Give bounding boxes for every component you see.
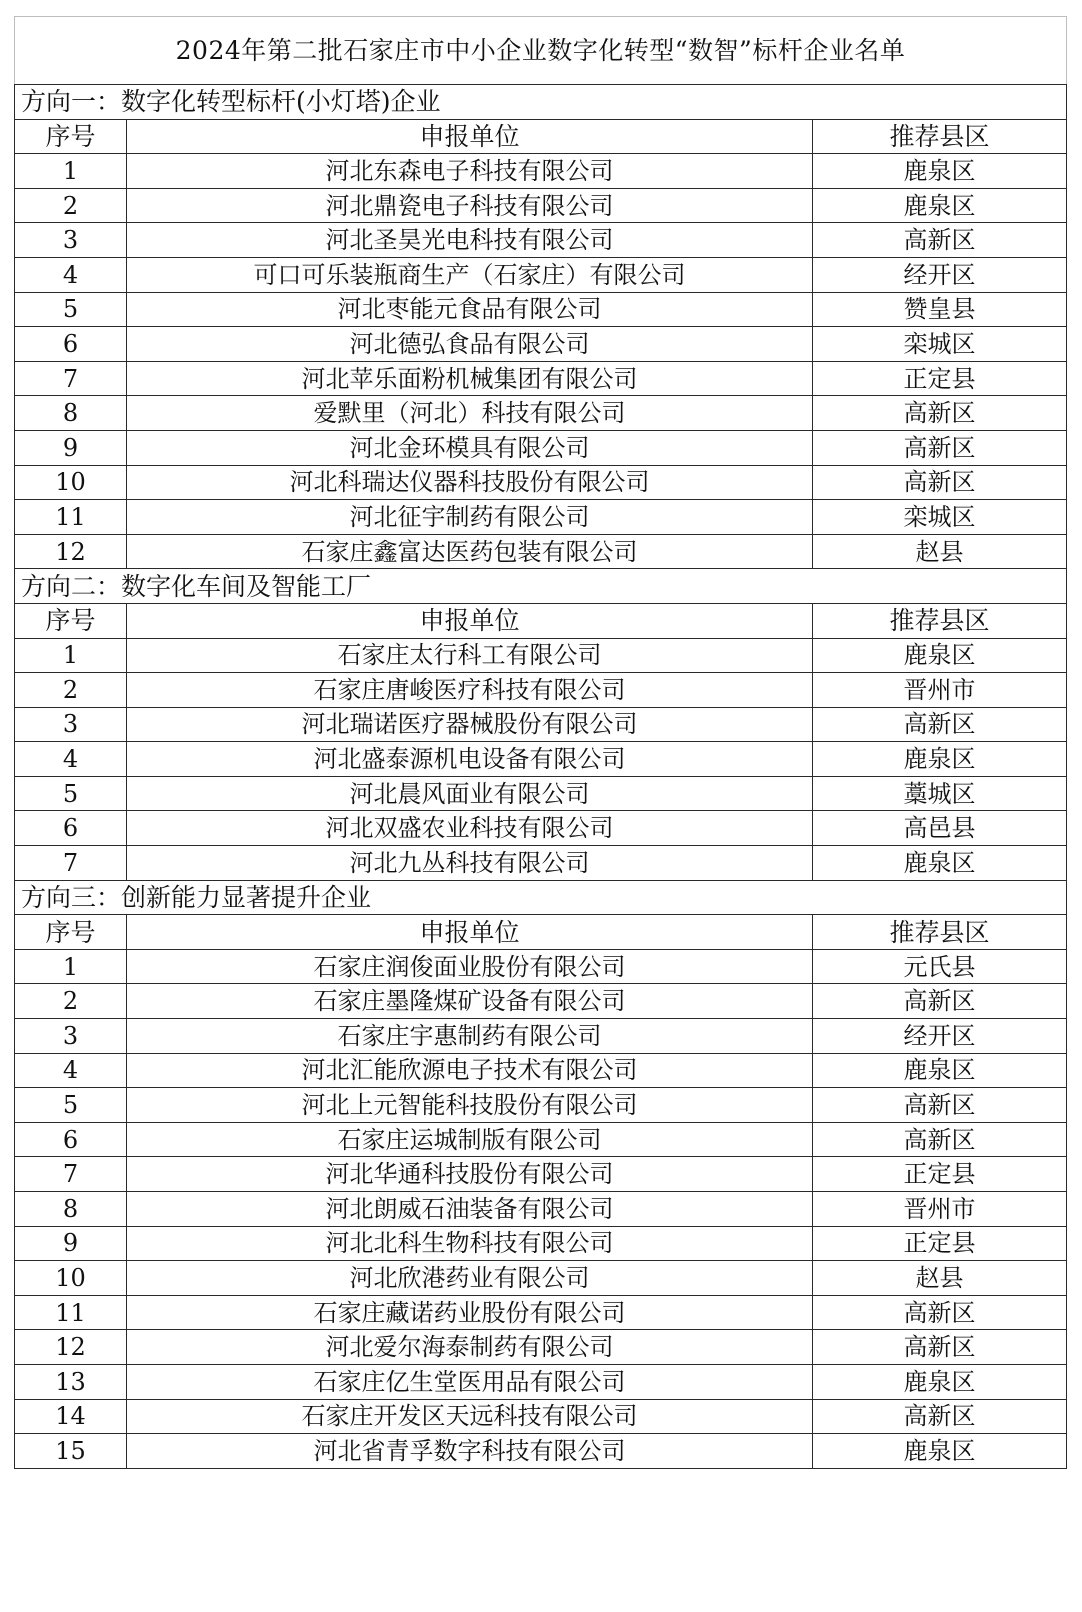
table-row [15,396,1067,431]
table-row [15,1192,1067,1227]
company-name: 河北科瑞达仪器科技股份有限公司 [127,465,813,500]
company-name: 河北北科生物科技有限公司 [127,1226,813,1261]
county-district: 高新区 [813,223,1067,258]
row-number: 7 [15,846,127,881]
row-number: 1 [15,638,127,673]
row-number: 9 [15,430,127,465]
company-name: 石家庄亿生堂医用品有限公司 [127,1364,813,1399]
document-sheet [14,16,1066,1469]
company-name: 河北金环模具有限公司 [127,430,813,465]
row-number: 4 [15,742,127,777]
county-district: 经开区 [813,1019,1067,1054]
header-area: 推荐县区 [813,915,1067,950]
row-number: 7 [15,361,127,396]
county-district: 高邑县 [813,811,1067,846]
row-number: 5 [15,292,127,327]
header-no: 序号 [15,119,127,154]
table-row [15,1122,1067,1157]
row-number: 2 [15,673,127,708]
row-number: 6 [15,811,127,846]
company-name: 爱默里（河北）科技有限公司 [127,396,813,431]
table-row [15,1261,1067,1296]
county-district: 鹿泉区 [813,742,1067,777]
header-company: 申报单位 [127,603,813,638]
company-name: 可口可乐装瓶商生产（石家庄）有限公司 [127,257,813,292]
table-row [15,742,1067,777]
county-district: 正定县 [813,1157,1067,1192]
county-district: 藁城区 [813,776,1067,811]
row-number: 3 [15,1019,127,1054]
row-number: 5 [15,776,127,811]
table-row [15,361,1067,396]
section-heading-row [15,85,1067,120]
row-number: 2 [15,984,127,1019]
table-body [15,17,1067,1469]
county-district: 赞皇县 [813,292,1067,327]
table-row [15,846,1067,881]
table-row [15,949,1067,984]
county-district: 高新区 [813,707,1067,742]
county-district: 晋州市 [813,673,1067,708]
company-name: 河北盛泰源机电设备有限公司 [127,742,813,777]
table-row [15,223,1067,258]
row-number: 1 [15,154,127,189]
company-name: 河北鼎瓷电子科技有限公司 [127,188,813,223]
company-name: 石家庄鑫富达医药包装有限公司 [127,534,813,569]
company-name: 河北东森电子科技有限公司 [127,154,813,189]
company-name: 河北华通科技股份有限公司 [127,1157,813,1192]
company-name: 河北枣能元食品有限公司 [127,292,813,327]
county-district: 高新区 [813,430,1067,465]
table-row [15,292,1067,327]
county-district: 高新区 [813,1295,1067,1330]
row-number: 7 [15,1157,127,1192]
row-number: 1 [15,949,127,984]
table-row [15,1399,1067,1434]
table-row [15,1295,1067,1330]
row-number: 5 [15,1088,127,1123]
row-number: 3 [15,707,127,742]
row-number: 2 [15,188,127,223]
company-name: 河北汇能欣源电子技术有限公司 [127,1053,813,1088]
company-name: 河北爱尔海泰制药有限公司 [127,1330,813,1365]
row-number: 8 [15,1192,127,1227]
table-row [15,188,1067,223]
section-heading: 方向一：数字化转型标杆(小灯塔)企业 [15,85,1067,120]
row-number: 13 [15,1364,127,1399]
county-district: 栾城区 [813,327,1067,362]
row-number: 12 [15,1330,127,1365]
county-district: 高新区 [813,1122,1067,1157]
row-number: 12 [15,534,127,569]
table-row [15,1330,1067,1365]
county-district: 鹿泉区 [813,154,1067,189]
header-company: 申报单位 [127,915,813,950]
company-name: 河北上元智能科技股份有限公司 [127,1088,813,1123]
header-area: 推荐县区 [813,603,1067,638]
company-name: 石家庄墨隆煤矿设备有限公司 [127,984,813,1019]
county-district: 鹿泉区 [813,846,1067,881]
row-number: 4 [15,257,127,292]
company-name: 石家庄运城制版有限公司 [127,1122,813,1157]
table-row [15,154,1067,189]
table-row [15,1434,1067,1469]
row-number: 6 [15,327,127,362]
table-row [15,776,1067,811]
table-row [15,984,1067,1019]
county-district: 高新区 [813,1330,1067,1365]
header-no: 序号 [15,915,127,950]
header-area: 推荐县区 [813,119,1067,154]
county-district: 正定县 [813,1226,1067,1261]
header-company: 申报单位 [127,119,813,154]
county-district: 赵县 [813,1261,1067,1296]
row-number: 3 [15,223,127,258]
row-number: 6 [15,1122,127,1157]
section-heading-row [15,880,1067,915]
company-name: 石家庄藏诺药业股份有限公司 [127,1295,813,1330]
title-row [15,17,1067,85]
table-row [15,257,1067,292]
page-title: 2024年第二批石家庄市中小企业数字化转型“数智”标杆企业名单 [15,17,1067,85]
county-district: 高新区 [813,984,1067,1019]
county-district: 高新区 [813,396,1067,431]
table-row [15,465,1067,500]
row-number: 14 [15,1399,127,1434]
table-row [15,327,1067,362]
company-name: 河北省青孚数字科技有限公司 [127,1434,813,1469]
company-name: 河北瑞诺医疗器械股份有限公司 [127,707,813,742]
county-district: 鹿泉区 [813,1434,1067,1469]
company-name: 河北征宇制药有限公司 [127,500,813,535]
company-name: 河北欣港药业有限公司 [127,1261,813,1296]
row-number: 11 [15,1295,127,1330]
section-heading: 方向二：数字化车间及智能工厂 [15,569,1067,604]
company-name: 河北圣昊光电科技有限公司 [127,223,813,258]
table-row [15,707,1067,742]
company-name: 石家庄润俊面业股份有限公司 [127,949,813,984]
county-district: 高新区 [813,1399,1067,1434]
section-heading: 方向三：创新能力显著提升企业 [15,880,1067,915]
county-district: 晋州市 [813,1192,1067,1227]
table-row [15,500,1067,535]
table-row [15,534,1067,569]
section-heading-row [15,569,1067,604]
row-number: 11 [15,500,127,535]
row-number: 10 [15,465,127,500]
table-row [15,811,1067,846]
column-header-row [15,603,1067,638]
table-row [15,1157,1067,1192]
county-district: 正定县 [813,361,1067,396]
table-row [15,1053,1067,1088]
county-district: 栾城区 [813,500,1067,535]
table-row [15,673,1067,708]
table-row [15,1364,1067,1399]
table-row [15,1088,1067,1123]
company-name: 河北朗威石油装备有限公司 [127,1192,813,1227]
company-name: 河北德弘食品有限公司 [127,327,813,362]
row-number: 4 [15,1053,127,1088]
county-district: 高新区 [813,465,1067,500]
company-name: 河北双盛农业科技有限公司 [127,811,813,846]
county-district: 高新区 [813,1088,1067,1123]
county-district: 鹿泉区 [813,638,1067,673]
company-name: 河北苹乐面粉机械集团有限公司 [127,361,813,396]
county-district: 元氏县 [813,949,1067,984]
county-district: 鹿泉区 [813,1053,1067,1088]
table-row [15,638,1067,673]
row-number: 15 [15,1434,127,1469]
company-list-table [14,16,1067,1469]
company-name: 石家庄宇惠制药有限公司 [127,1019,813,1054]
header-no: 序号 [15,603,127,638]
county-district: 鹿泉区 [813,188,1067,223]
company-name: 石家庄唐峻医疗科技有限公司 [127,673,813,708]
table-row [15,1019,1067,1054]
row-number: 8 [15,396,127,431]
company-name: 河北晨风面业有限公司 [127,776,813,811]
table-row [15,430,1067,465]
row-number: 9 [15,1226,127,1261]
company-name: 石家庄太行科工有限公司 [127,638,813,673]
county-district: 经开区 [813,257,1067,292]
county-district: 赵县 [813,534,1067,569]
column-header-row [15,119,1067,154]
county-district: 鹿泉区 [813,1364,1067,1399]
company-name: 石家庄开发区天远科技有限公司 [127,1399,813,1434]
column-header-row [15,915,1067,950]
table-row [15,1226,1067,1261]
company-name: 河北九丛科技有限公司 [127,846,813,881]
row-number: 10 [15,1261,127,1296]
